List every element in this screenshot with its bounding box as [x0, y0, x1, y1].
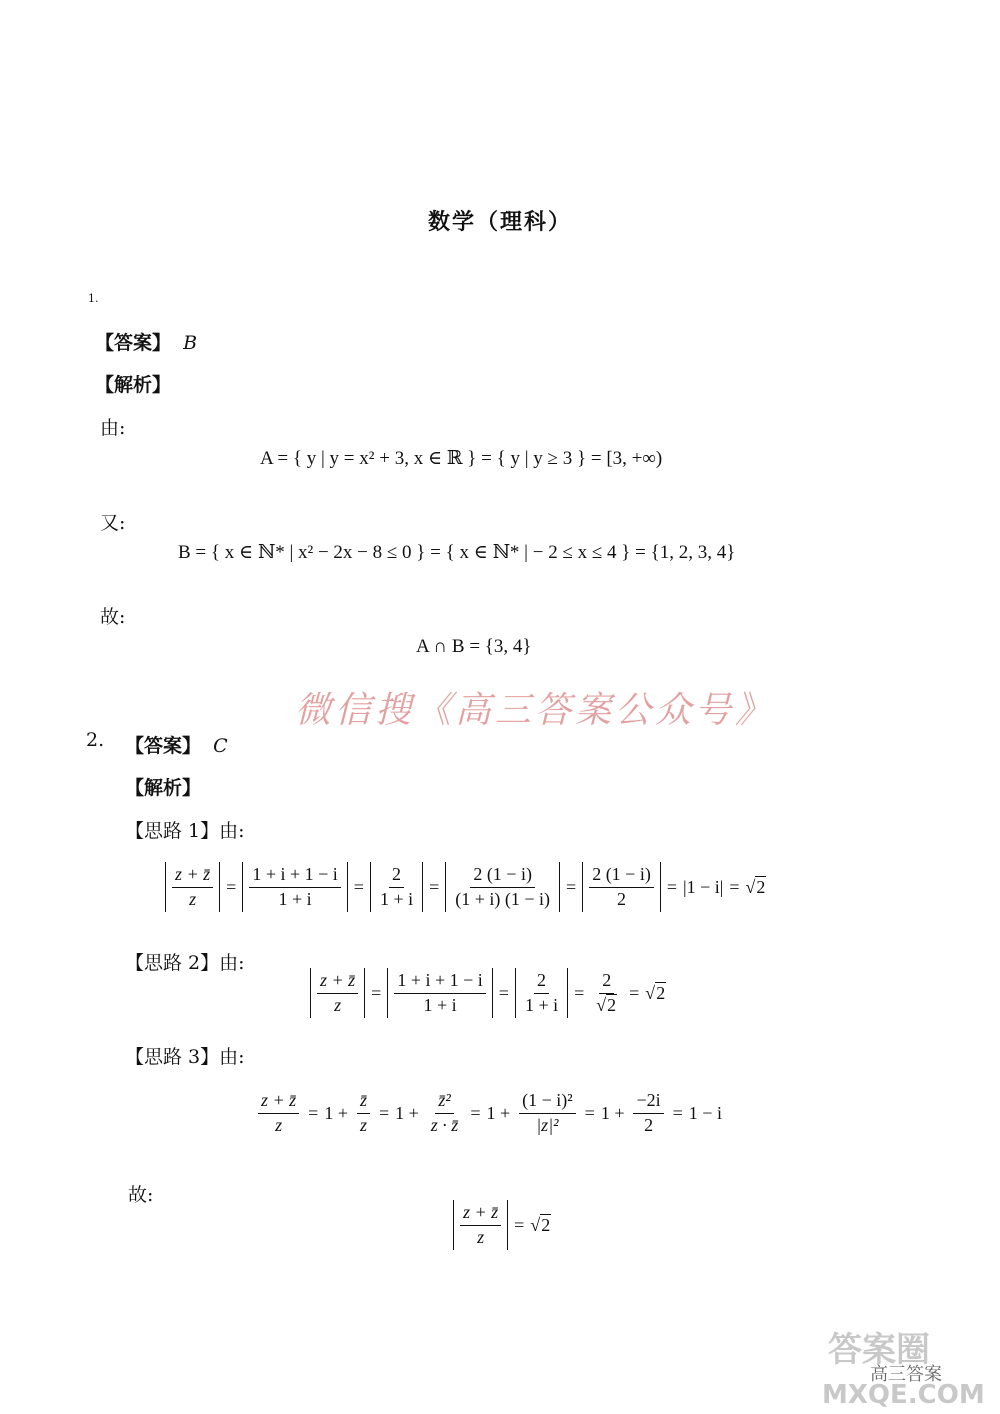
idea-1-label: 【思路 1】由: [125, 820, 245, 842]
numerator: z + z̄ [258, 1090, 299, 1114]
denominator: |z|² [536, 1114, 559, 1135]
logo-caption: 高三答案 [870, 1364, 942, 1385]
abs-value [165, 862, 220, 912]
equals: = [729, 876, 740, 897]
equals: = [353, 876, 364, 897]
fraction [258, 1090, 299, 1136]
numerator: z̄² [435, 1090, 453, 1114]
question-1-number: 1. [88, 292, 99, 305]
denominator: 2 [644, 1114, 654, 1135]
numerator: 2 (1 − i) [589, 864, 654, 888]
one-plus: 1 + [324, 1102, 348, 1123]
logo-bottom-text: MXQE.COM [822, 1380, 985, 1410]
one-plus: 1 + [600, 1102, 625, 1123]
sqrt-expression: √2 [745, 876, 766, 897]
numerator: 2 [599, 970, 614, 994]
denominator: √2 [596, 994, 617, 1015]
equals: = [584, 1102, 595, 1123]
denominator: z [275, 1114, 283, 1135]
numerator: z + z̄ [317, 970, 358, 994]
equals: = [629, 982, 640, 1003]
radicand: 2 [541, 1214, 551, 1235]
denominator: z · z̄ [430, 1114, 459, 1135]
equals: = [308, 1102, 319, 1123]
fraction [452, 864, 553, 910]
equals: = [672, 1102, 683, 1123]
denominator: z [359, 1114, 367, 1135]
q2-answer-line [125, 731, 228, 758]
abs-value [370, 862, 423, 912]
numerator: (1 − i)² [519, 1090, 576, 1114]
answer-label: 【答案】 [125, 735, 202, 757]
sqrt-expression: √2 [645, 982, 666, 1003]
one-plus: 1 + [395, 1102, 419, 1123]
equation-intersection: A ∩ B = {3, 4} [416, 636, 532, 657]
denominator: (1 + i) (1 − i) [455, 888, 551, 909]
fraction [593, 970, 620, 1016]
abs-value [242, 862, 347, 912]
radicand: 2 [756, 876, 766, 897]
numerator: 2 [534, 970, 549, 994]
fraction [519, 1090, 576, 1136]
equals: = [666, 876, 677, 897]
denominator: 1 + i [423, 994, 457, 1015]
analysis-label: 【解析】 [95, 374, 172, 396]
equation-idea-2 [310, 968, 666, 1018]
equals: = [470, 1102, 481, 1123]
fraction [317, 970, 358, 1016]
equals: = [498, 982, 509, 1003]
one-plus: 1 + [486, 1102, 511, 1123]
abs-value [515, 968, 568, 1018]
abs-value [582, 862, 661, 912]
fraction [249, 864, 340, 910]
analysis-label: 【解析】 [125, 777, 202, 799]
fraction [377, 864, 416, 910]
numerator: z + z̄ [172, 864, 213, 888]
idea-3-label: 【思路 3】由: [125, 1046, 245, 1068]
fraction [428, 1090, 462, 1136]
page-title: 数学（理科） [428, 209, 573, 235]
equals: = [514, 1214, 525, 1235]
fraction [394, 970, 485, 1016]
abs-value [453, 1200, 508, 1250]
denominator: 2 [617, 888, 626, 909]
question-2-number: 2. [86, 729, 105, 751]
q1-gu: 故: [100, 606, 126, 628]
numerator: z̄ [357, 1090, 370, 1114]
radicand: 2 [607, 994, 617, 1015]
denominator: z [189, 888, 197, 909]
denominator: 1 + i [524, 994, 559, 1015]
denominator: 1 + i [379, 888, 414, 909]
answer-value: B [183, 332, 198, 354]
abs-value [445, 862, 560, 912]
abs-one-minus-i: |1 − i| [682, 876, 724, 897]
answer-label: 【答案】 [95, 332, 172, 354]
equation-set-a: A = { y | y = x² + 3, x ∈ ℝ } = { y | y ≥ 3 } = [3, +∞) [260, 448, 663, 469]
fraction [589, 864, 654, 910]
radicand: 2 [656, 982, 666, 1003]
idea-2-label: 【思路 2】由: [125, 952, 245, 974]
denominator: 1 + i [278, 888, 312, 909]
result-one-minus-i: 1 − i [688, 1102, 722, 1123]
fraction [172, 864, 213, 910]
numerator: −2i [633, 1090, 663, 1114]
equals: = [429, 876, 440, 897]
equation-idea-1 [165, 862, 766, 912]
sqrt-expression: √2 [530, 1214, 551, 1235]
equals: = [226, 876, 237, 897]
denominator: z [477, 1226, 485, 1247]
q1-you: 由: [100, 417, 126, 439]
numerator: 1 + i + 1 − i [249, 864, 340, 888]
logo-top-text: 答案圈 [828, 1330, 930, 1370]
q1-you2: 又: [100, 512, 126, 534]
fraction [460, 1202, 501, 1248]
equals: = [574, 982, 585, 1003]
equals: = [371, 982, 382, 1003]
numerator: 1 + i + 1 − i [394, 970, 485, 994]
fraction [522, 970, 561, 1016]
equation-set-b: B = { x ∈ ℕ* | x² − 2x − 8 ≤ 0 } = { x ∈ ℕ* | − 2 ≤ x ≤ 4 } = {1, 2, 3, 4} [178, 542, 736, 563]
fraction [357, 1090, 370, 1136]
abs-value [387, 968, 492, 1018]
equation-conclusion [453, 1200, 551, 1250]
numerator: z + z̄ [460, 1202, 501, 1226]
equals: = [378, 1102, 390, 1123]
numerator: 2 [389, 864, 404, 888]
numerator: 2 (1 − i) [470, 864, 535, 888]
answer-value: C [213, 735, 228, 757]
fraction [633, 1090, 663, 1136]
equals: = [566, 876, 577, 897]
denominator: z [334, 994, 342, 1015]
watermark-text: 微信搜《高三答案公众号》 [295, 690, 776, 731]
abs-value [310, 968, 365, 1018]
q2-gu: 故: [128, 1184, 154, 1206]
equation-idea-3 [255, 1090, 722, 1136]
q1-answer-line [95, 328, 197, 355]
